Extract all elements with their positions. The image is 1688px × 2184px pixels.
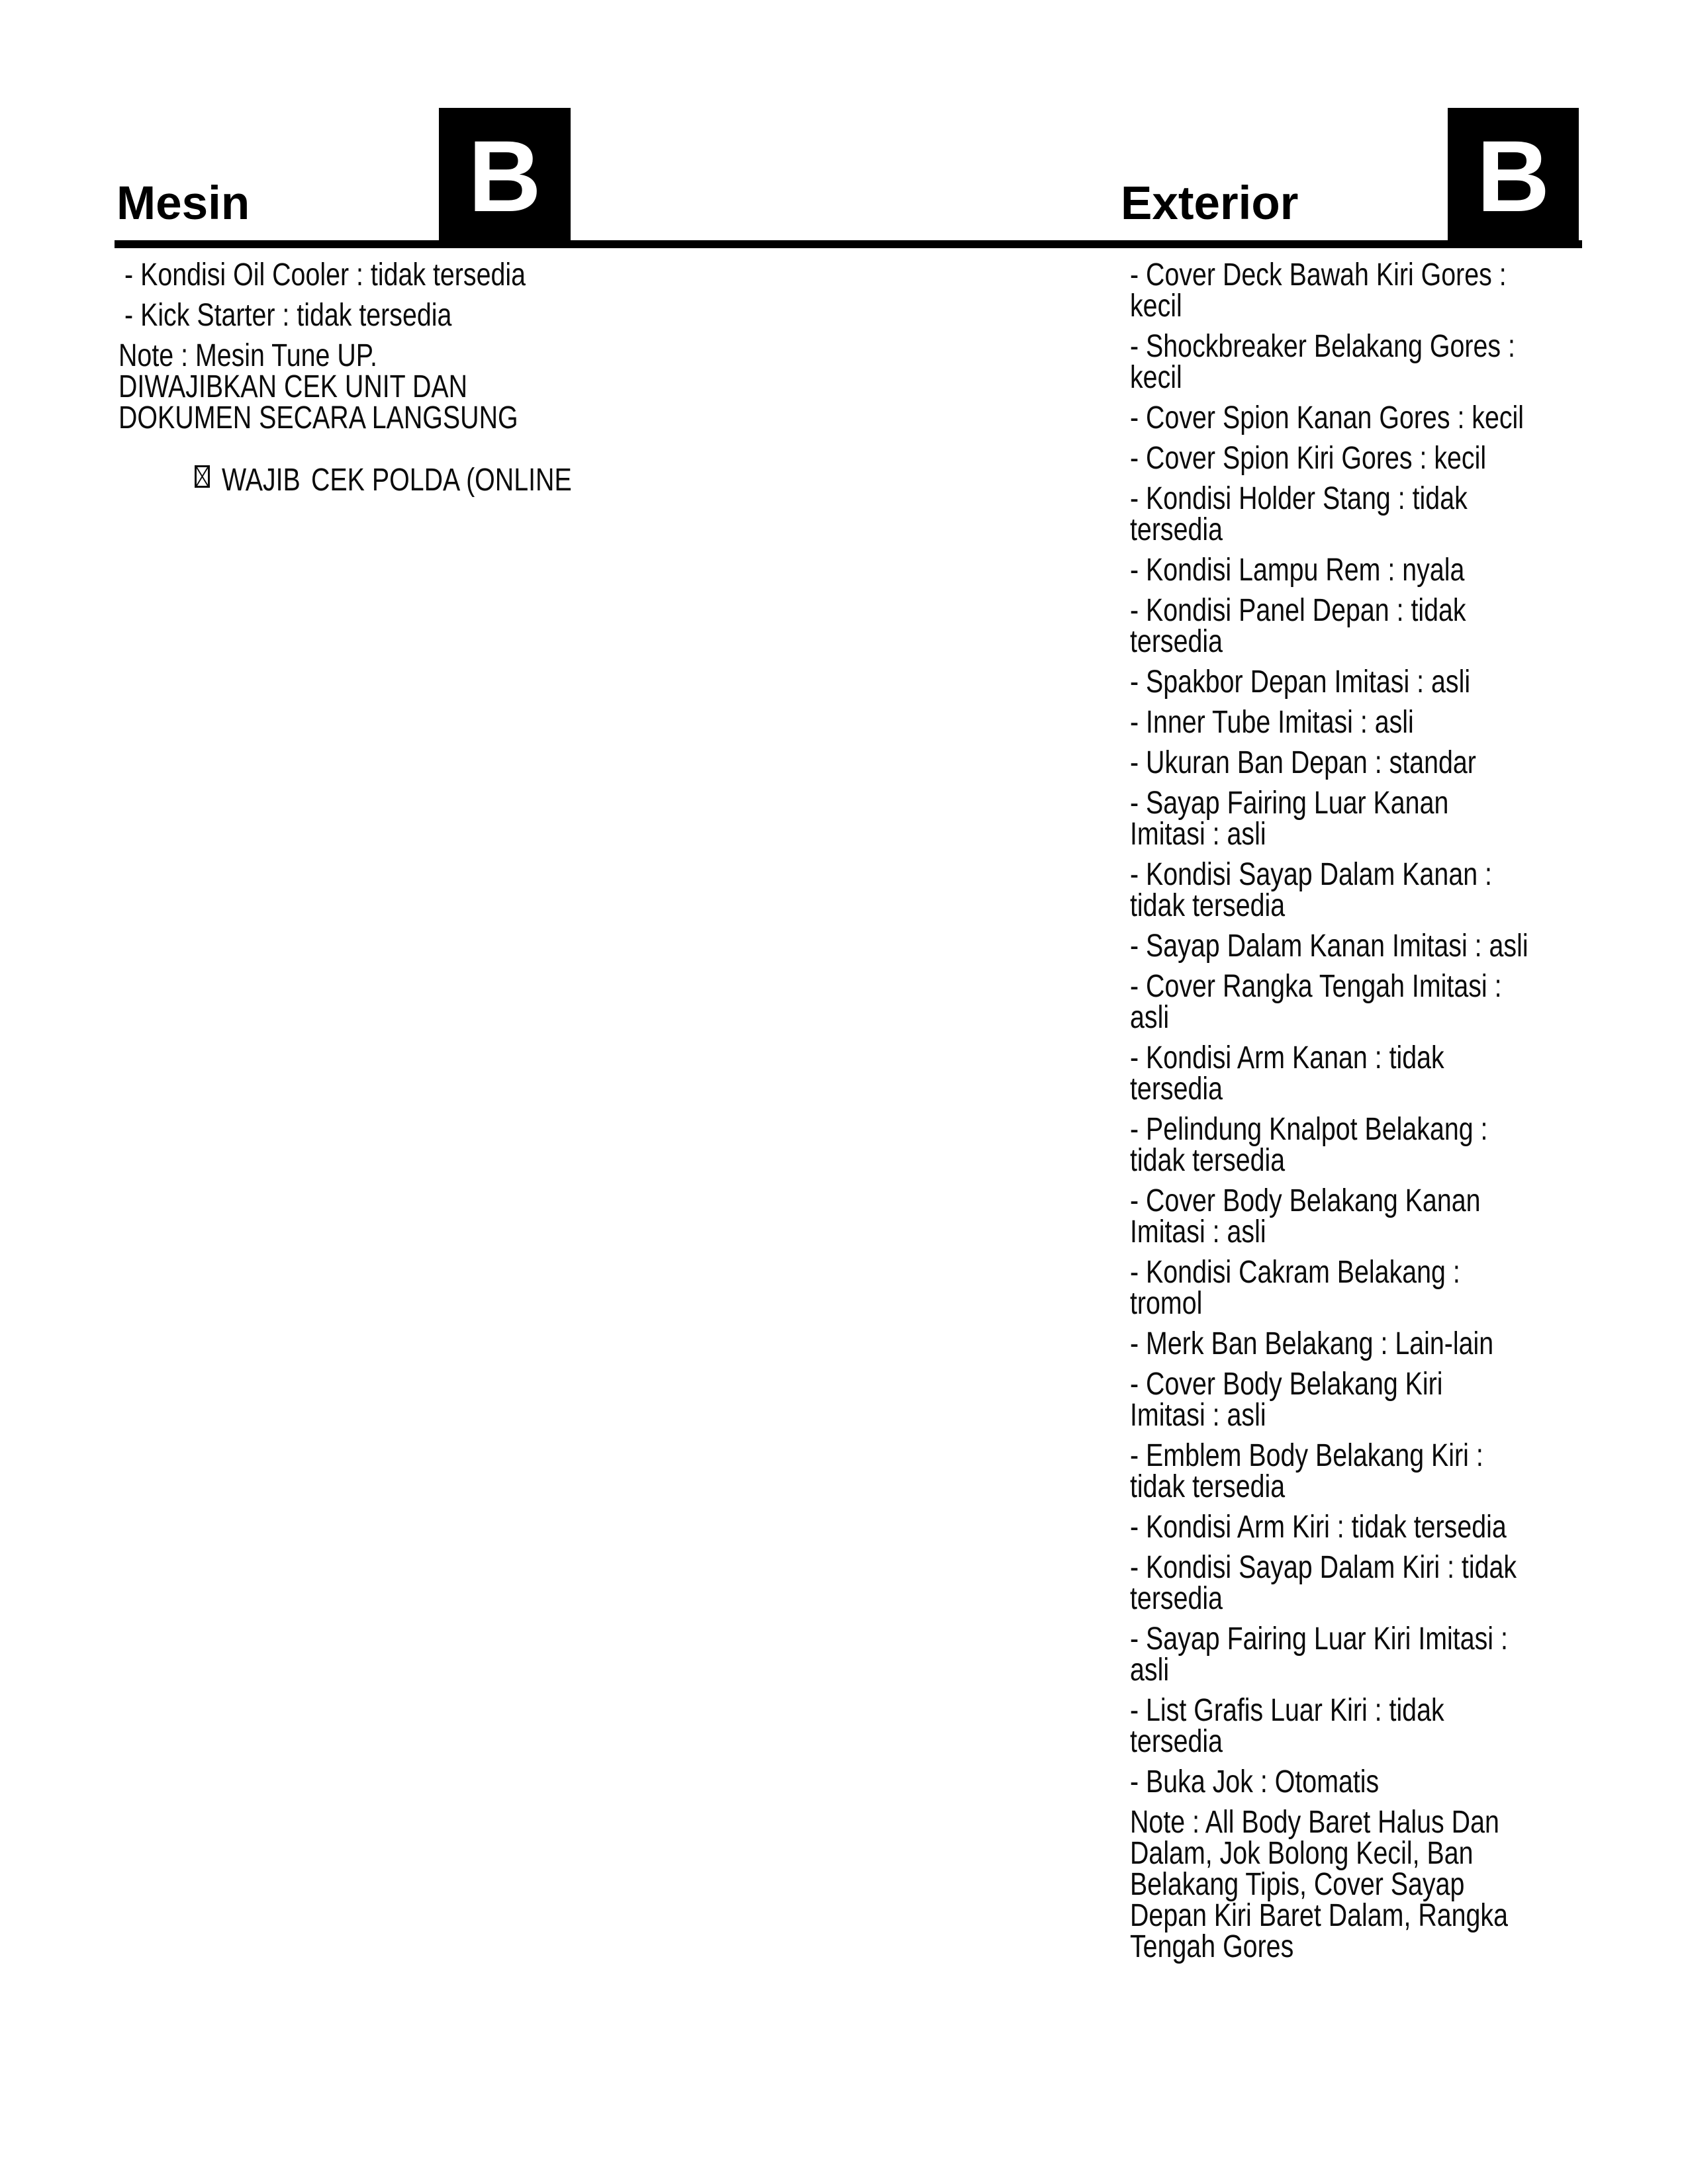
text-line: Dalam, Jok Bolong Kecil, Ban xyxy=(1130,1836,1474,1871)
text-line: - Kondisi Arm Kanan : tidak xyxy=(1130,1040,1444,1075)
inspection-item xyxy=(1130,1695,1660,1757)
mesin-note xyxy=(118,340,847,527)
exterior-column xyxy=(1130,259,1660,1972)
inspection-item xyxy=(1130,1766,1660,1797)
text-line: - Ukuran Ban Depan : standar xyxy=(1130,745,1476,780)
text-line: Imitasi : asli xyxy=(1130,1398,1266,1433)
inspection-item xyxy=(118,300,847,331)
grade-badge-mesin xyxy=(439,108,571,246)
inspection-item xyxy=(1130,555,1660,586)
text-line: - Kondisi Lampu Rem : nyala xyxy=(1130,553,1465,588)
inspection-item xyxy=(1130,859,1660,921)
text-line: asli xyxy=(1130,1000,1170,1035)
text-line: Note : All Body Baret Halus Dan xyxy=(1130,1805,1499,1840)
text-line: - Cover Spion Kiri Gores : kecil xyxy=(1130,441,1487,476)
text-line: - Kondisi Panel Depan : tidak xyxy=(1130,593,1466,628)
section-title-exterior: Exterior xyxy=(1121,177,1299,230)
text-line: tersedia xyxy=(1130,1071,1223,1107)
text-line: kecil xyxy=(1130,360,1182,395)
missing-glyph-icon xyxy=(195,465,210,488)
text-line: - Cover Spion Kanan Gores : kecil xyxy=(1130,400,1524,435)
inspection-item xyxy=(1130,259,1660,322)
text-line: tersedia xyxy=(1130,624,1223,659)
inspection-item xyxy=(1130,1114,1660,1176)
inspection-item xyxy=(1130,971,1660,1033)
text-line: tidak tersedia xyxy=(1130,888,1286,923)
inspection-item xyxy=(1130,1328,1660,1359)
text-line: Tengah Gores xyxy=(1130,1929,1294,1964)
text-line: tersedia xyxy=(1130,512,1223,547)
text-line: tersedia xyxy=(1130,1724,1223,1759)
inspection-item xyxy=(1130,747,1660,778)
note-text-run: CEK POLDA (ONLINE xyxy=(310,463,572,498)
inspection-item xyxy=(1130,1185,1660,1248)
exterior-note xyxy=(1130,1807,1660,1962)
text-line: DOKUMEN SECARA LANGSUNG xyxy=(118,400,518,435)
section-title-mesin: Mesin xyxy=(117,177,250,230)
text-line: kecil xyxy=(1130,289,1182,324)
text-line: - Kondisi Sayap Dalam Kanan : xyxy=(1130,857,1492,892)
mesin-item-list xyxy=(118,259,847,331)
text-line: Imitasi : asli xyxy=(1130,1214,1266,1250)
text-line: - Emblem Body Belakang Kiri : xyxy=(1130,1438,1483,1473)
inspection-item xyxy=(1130,707,1660,738)
section-divider xyxy=(115,240,1582,248)
exterior-item-list xyxy=(1130,259,1660,1797)
text-line: - Sayap Fairing Luar Kiri Imitasi : xyxy=(1130,1621,1508,1657)
inspection-item xyxy=(1130,1440,1660,1502)
inspection-item xyxy=(1130,788,1660,850)
grade-badge-letter: B xyxy=(1476,120,1550,233)
text-line: - Sayap Fairing Luar Kanan xyxy=(1130,786,1449,821)
text-line: - Cover Body Belakang Kiri xyxy=(1130,1367,1443,1402)
text-line: - Kick Starter : tidak tersedia xyxy=(124,298,452,333)
inspection-item xyxy=(1130,1369,1660,1431)
mesin-column xyxy=(118,259,847,536)
text-line: - Kondisi Oil Cooler : tidak tersedia xyxy=(124,257,526,293)
text-line: tidak tersedia xyxy=(1130,1143,1286,1178)
note-text-run: WAJIB xyxy=(221,463,301,498)
text-line: tersedia xyxy=(1130,1581,1223,1616)
text-line: Note : Mesin Tune UP. xyxy=(118,338,377,373)
text-line: - Kondisi Cakram Belakang : xyxy=(1130,1255,1460,1290)
inspection-item xyxy=(1130,483,1660,545)
inspection-item xyxy=(1130,666,1660,698)
grade-badge-exterior xyxy=(1448,108,1579,246)
text-line: - Merk Ban Belakang : Lain-lain xyxy=(1130,1326,1494,1361)
inspection-item xyxy=(1130,1257,1660,1319)
inspection-item xyxy=(1130,1512,1660,1543)
text-line: tidak tersedia xyxy=(1130,1469,1286,1504)
inspection-item xyxy=(1130,443,1660,474)
text-line: - Pelindung Knalpot Belakang : xyxy=(1130,1112,1488,1147)
text-line: asli xyxy=(1130,1653,1170,1688)
text-line: - Cover Deck Bawah Kiri Gores : xyxy=(1130,257,1507,293)
text-line: Belakang Tipis, Cover Sayap xyxy=(1130,1867,1465,1902)
text-line: - Shockbreaker Belakang Gores : xyxy=(1130,329,1515,364)
text-line: - Kondisi Holder Stang : tidak xyxy=(1130,481,1468,516)
text-line: tromol xyxy=(1130,1286,1203,1321)
inspection-item xyxy=(1130,931,1660,962)
text-line: - Kondisi Sayap Dalam Kiri : tidak xyxy=(1130,1550,1517,1585)
text-line: - Cover Body Belakang Kanan xyxy=(1130,1183,1481,1218)
text-line: - List Grafis Luar Kiri : tidak xyxy=(1130,1693,1444,1728)
text-line: Imitasi : asli xyxy=(1130,817,1266,852)
inspection-item xyxy=(1130,595,1660,657)
inspection-item xyxy=(1130,1552,1660,1614)
text-line: - Inner Tube Imitasi : asli xyxy=(1130,705,1414,740)
text-line: - Cover Rangka Tengah Imitasi : xyxy=(1130,969,1502,1004)
text-line: DIWAJIBKAN CEK UNIT DAN xyxy=(118,369,468,404)
inspection-item xyxy=(1130,1042,1660,1105)
inspection-item xyxy=(1130,331,1660,393)
text-line: - Kondisi Arm Kiri : tidak tersedia xyxy=(1130,1510,1507,1545)
text-line: - Buka Jok : Otomatis xyxy=(1130,1764,1380,1799)
inspection-item xyxy=(1130,402,1660,433)
grade-badge-letter: B xyxy=(468,120,541,233)
text-line xyxy=(118,433,847,527)
inspection-item xyxy=(1130,1623,1660,1686)
exterior-note-block xyxy=(1130,1807,1660,1962)
text-line: Depan Kiri Baret Dalam, Rangka xyxy=(1130,1898,1508,1933)
inspection-item xyxy=(118,259,847,291)
text-line: - Sayap Dalam Kanan Imitasi : asli xyxy=(1130,929,1528,964)
text-line: - Spakbor Depan Imitasi : asli xyxy=(1130,664,1471,700)
